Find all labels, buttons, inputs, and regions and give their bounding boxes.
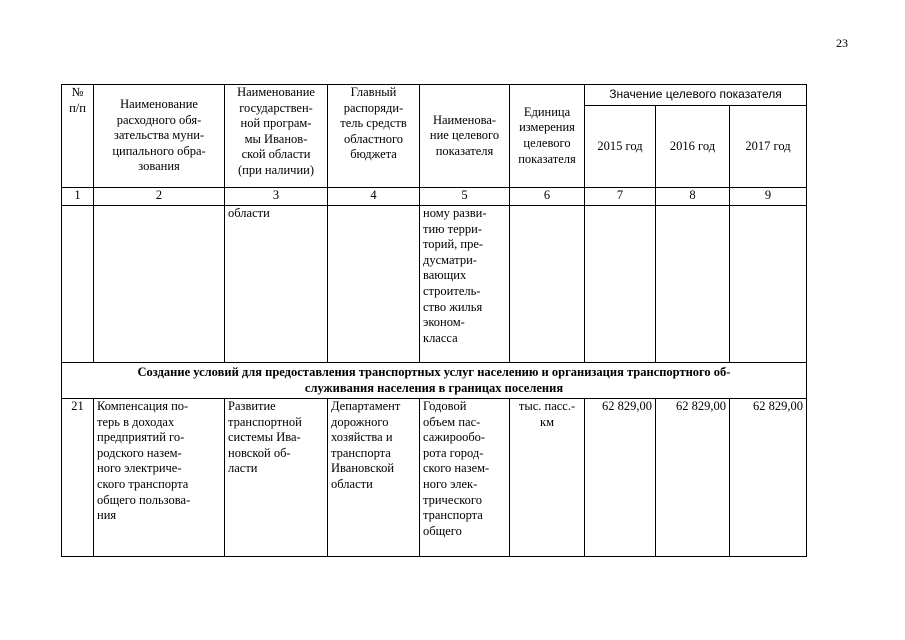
- column-number: 5: [420, 188, 510, 206]
- header-col-budget-manager: Главный распоряди- тель средств областного бюджета: [328, 85, 420, 188]
- table-cell: [328, 206, 420, 363]
- page-number: 23: [836, 36, 848, 50]
- program-name-cell: Развитие транспортной системы Ива- новской об- ласти: [225, 399, 328, 557]
- header-row-top: [62, 85, 807, 106]
- table-cell: [656, 206, 730, 363]
- column-number: 3: [225, 188, 328, 206]
- table-cell: [62, 206, 94, 363]
- header-indicator-value-group: Значение целевого показателя: [585, 85, 807, 106]
- table-cell: [585, 206, 656, 363]
- header-year-2015: 2015 год: [585, 106, 656, 188]
- unit-cell: тыс. пасс.- км: [510, 399, 585, 557]
- indicator-name-cell: ному разви- тию терри- торий, пре- дусматри- вающих строитель- ство жилья эконом- класса: [420, 206, 510, 363]
- indicator-name-cell: Годовой объем пас- сажирообо- рота город- ского назем- ного элек- трического транспорта общего: [420, 399, 510, 557]
- table-cell: [510, 206, 585, 363]
- budget-manager-cell: Департамент дорожного хозяйства и транспорта Ивановской области: [328, 399, 420, 557]
- program-name-cell: области: [225, 206, 328, 363]
- row-number-cell: 21: [62, 399, 94, 557]
- column-number: 6: [510, 188, 585, 206]
- value-2016-cell: 62 829,00: [656, 399, 730, 557]
- section-title-row: [62, 363, 807, 399]
- header-col-unit: Единица измерения целевого показателя: [510, 85, 585, 188]
- column-number: 2: [94, 188, 225, 206]
- value-2015-cell: 62 829,00: [585, 399, 656, 557]
- column-number: 8: [656, 188, 730, 206]
- table-cell: [730, 206, 807, 363]
- table-row: [62, 399, 807, 557]
- section-title: Создание условий для предоставления транспортных услуг населению и организация транспортного об- служивания населения в границах поселения: [62, 363, 807, 399]
- continuation-row: [62, 206, 807, 363]
- column-number-row: [62, 188, 807, 206]
- header-col-number: № п/п: [62, 85, 94, 188]
- table-cell: [94, 206, 225, 363]
- header-col-indicator-name: Наименова- ние целевого показателя: [420, 85, 510, 188]
- column-number: 4: [328, 188, 420, 206]
- header-col-program: Наименование государствен- ной програм- мы Иванов- ской области (при наличии): [225, 85, 328, 188]
- value-2017-cell: 62 829,00: [730, 399, 807, 557]
- header-year-2017: 2017 год: [730, 106, 807, 188]
- column-number: 1: [62, 188, 94, 206]
- column-number: 9: [730, 188, 807, 206]
- obligation-name-cell: Компенсация по- терь в доходах предприятий го- родского назем- ного электриче- ского транспорта общего пользова- ния: [94, 399, 225, 557]
- header-col-obligation: Наименование расходного обя- зательства муни- ципального обра- зования: [94, 85, 225, 188]
- column-number: 7: [585, 188, 656, 206]
- header-year-2016: 2016 год: [656, 106, 730, 188]
- target-indicators-table: [61, 84, 807, 557]
